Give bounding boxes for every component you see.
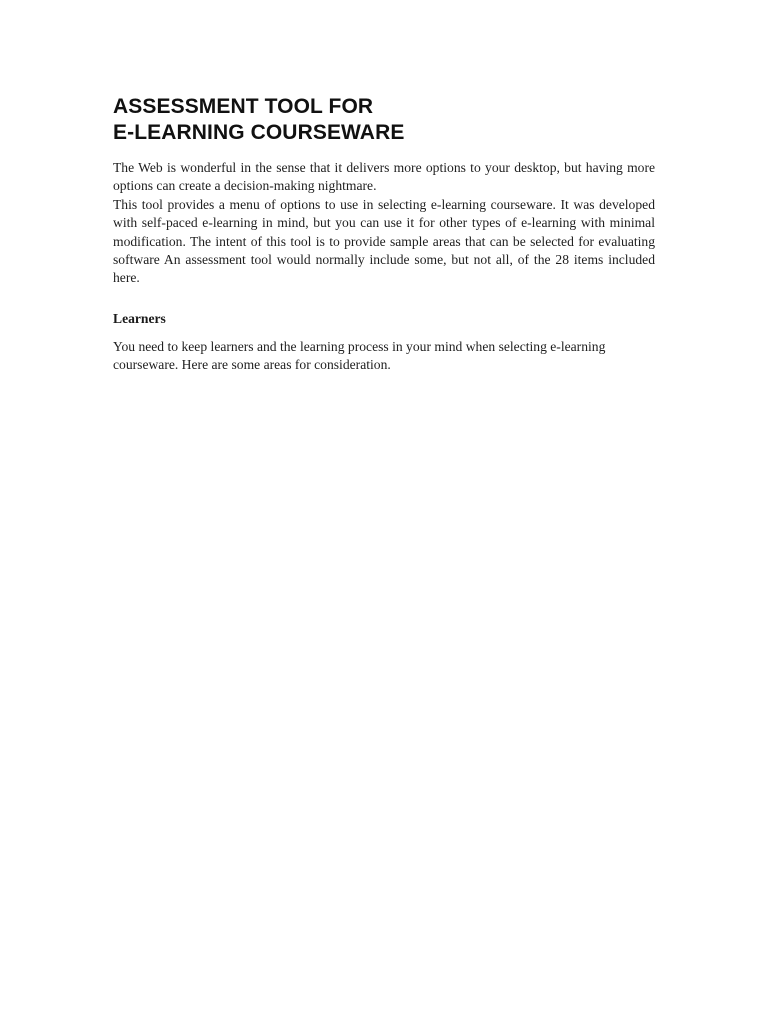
intro-paragraph-2: This tool provides a menu of options to use in selecting e-learning courseware. It was developed with self-paced e-learning in mind, but you can use it for other types of e-learning with minimal modification. The intent of this tool is to provide sample areas that can be selected for evaluating software An assessment tool would normally include some, but not all, of the 28 items included here. xyxy=(113,196,655,286)
title-line-2: E-LEARNING COURSEWARE xyxy=(113,121,405,144)
section-heading-learners: Learners xyxy=(113,310,166,326)
document-content xyxy=(113,94,655,375)
intro-paragraph-1: The Web is wonderful in the sense that it delivers more options to your desktop, but having more options can create a decision-making nightmare. xyxy=(113,160,655,194)
learners-paragraph: You need to keep learners and the learning process in your mind when selecting e-learning courseware. Here are some areas for consideration. xyxy=(113,338,606,373)
document-title xyxy=(113,94,655,146)
title-line-1: ASSESSMENT TOOL FOR xyxy=(113,95,374,118)
